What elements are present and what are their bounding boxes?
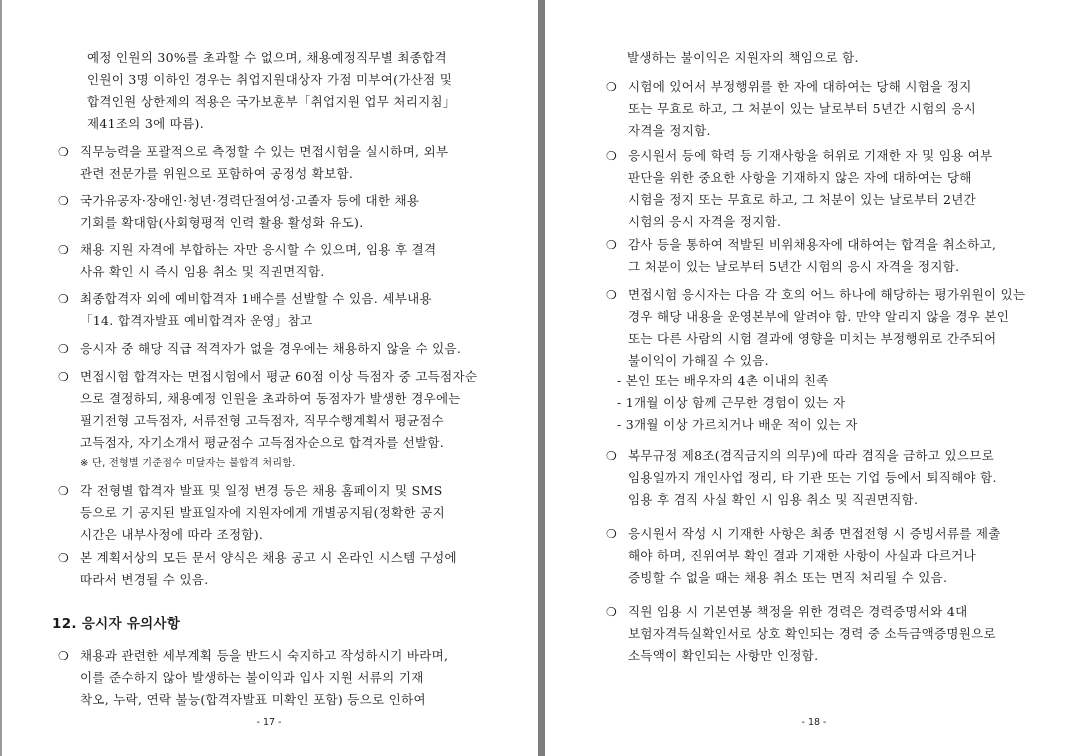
text-line: 따라서 변경될 수 있음. [80,572,209,587]
text-line: 면접시험 응시자는 다음 각 호의 어느 하나에 해당하는 평가위원이 있는 [628,287,1026,302]
text-line: 시간은 내부사정에 따라 조정함). [80,527,264,542]
text-line: 본 계획서상의 모든 문서 양식은 채용 공고 시 온라인 시스템 구성에 [80,550,457,565]
circle-bullet-icon: ❍ [58,342,70,356]
text-line: 착오, 누락, 연락 불능(합격자발표 미확인 포함) 등으로 인하여 [80,692,426,707]
circle-bullet-icon: ❍ [58,484,70,498]
text-line: 「14. 합격자발표 예비합격자 운영」참고 [80,313,313,328]
text-line: 이를 준수하지 않아 발생하는 불이익과 입사 지원 서류의 기재 [80,670,424,685]
text-line: 직원 임용 시 기본연봉 책정을 위한 경력은 경력증명서와 4대 [628,604,968,619]
circle-bullet-icon: ❍ [58,649,70,663]
bullet-item [58,366,477,476]
circle-bullet-icon: ❍ [606,238,618,252]
page-number: - 18 - [801,717,827,728]
text-line: 불이익이 가해질 수 있음. [628,353,769,368]
bullet-item [58,190,419,234]
bullet-item [58,645,448,711]
text-line: 임용일까지 개인사업 정리, 타 기관 또는 기업 등에서 퇴직해야 함. [628,470,997,485]
text-line: 그 처분이 있는 날로부터 5년간 시험의 응시 자격을 정지함. [628,259,960,274]
text-line: 임용 후 겸직 사실 확인 시 임용 취소 및 직권면직함. [628,492,919,507]
footnote-text: ※ 단, 전형별 기준점수 미달자는 불합격 처리함. [80,458,296,469]
circle-bullet-icon: ❍ [606,288,618,302]
text-line: 감사 등을 통하여 적발된 비위채용자에 대하여는 합격을 취소하고, [628,237,997,252]
text-line: 보험자격득실확인서로 상호 확인되는 경력 중 소득금액증명원으로 [628,626,996,641]
bullet-item [606,284,1025,372]
text-line: 으로 결정하되, 채용예정 인원을 초과하여 동점자가 발생한 경우에는 [80,391,461,406]
text-line: 필기전형 고득점자, 서류전형 고득점자, 직무수행계획서 평균점수 [80,413,445,428]
text-line: 각 전형별 합격자 발표 및 일정 변경 등은 채용 홈페이지 및 SMS [80,483,443,498]
bullet-item [58,338,461,360]
circle-bullet-icon: ❍ [606,527,618,541]
bullet-item [606,601,996,667]
text-line: 해야 하며, 진위여부 확인 결과 기재한 사항이 사실과 다르거나 [628,548,976,563]
text-line: 시험의 응시 자격을 정지함. [628,214,782,229]
circle-bullet-icon: ❍ [58,370,70,384]
bullet-item [58,480,445,546]
bullet-item [606,234,996,278]
text-line: 판단을 위한 중요한 사항을 기재하지 않은 자에 대하여는 당해 [628,170,972,185]
circle-bullet-icon: ❍ [606,449,618,463]
text-line: 제41조의 3에 따름). [87,116,205,131]
continued-paragraph [627,47,859,69]
text-line: 국가유공자·장애인·청년·경력단절여성·고졸자 등에 대한 채용 [80,193,420,208]
dash-list [617,370,858,436]
bullet-item [606,523,1001,589]
circle-bullet-icon: ❍ [58,292,70,306]
bullet-item [606,76,976,142]
text-line: 고득점자, 자기소개서 평균점수 고득점자순으로 합격자를 선발함. [80,435,445,450]
text-line: 또는 다른 사람의 시험 결과에 영향을 미치는 부정행위로 간주되어 [628,331,997,346]
text-line: 경우 해당 내용을 운영본부에 알려야 함. 만약 알리지 않을 경우 본인 [628,309,1010,324]
continued-paragraph [87,47,456,135]
text-line: 복무규정 제8조(겸직금지의 의무)에 따라 겸직을 금하고 있으므로 [628,448,994,463]
dash-item: - 3개월 이상 가르치거나 배운 적이 있는 자 [617,417,858,432]
section-heading: 12. 응시자 유의사항 [52,616,181,632]
circle-bullet-icon: ❍ [58,145,70,159]
text-line: 채용과 관련한 세부계획 등을 반드시 숙지하고 작성하시기 바라며, [80,648,449,663]
bullet-item [58,288,432,332]
circle-bullet-icon: ❍ [58,194,70,208]
text-line: 사유 확인 시 즉시 임용 취소 및 직권면직함. [80,264,325,279]
text-line: 등으로 기 공지된 발표일자에 지원자에게 개별공지됨(정확한 공지 [80,505,445,520]
text-line: 또는 무효로 하고, 그 처분이 있는 날로부터 5년간 시험의 응시 [628,101,976,116]
text-line: 시험을 정지 또는 무효로 하고, 그 처분이 있는 날로부터 2년간 [628,192,976,207]
text-line: 소득액이 확인되는 사항만 인정함. [628,648,819,663]
bullet-item [58,141,448,185]
bullet-item [58,547,457,591]
dash-item: - 본인 또는 배우자의 4촌 이내의 친족 [617,373,829,388]
text-line: 시험에 있어서 부정행위를 한 자에 대하여는 당해 시험을 정지 [628,79,972,94]
text-line: 자격을 정지함. [628,123,711,138]
circle-bullet-icon: ❍ [606,605,618,619]
text-line: 채용 지원 자격에 부합하는 자만 응시할 수 있으며, 임용 후 결격 [80,242,437,257]
page-number: - 17 - [256,717,282,728]
text-line: 응시원서 등에 학력 등 기재사항을 허위로 기재한 자 및 임용 여부 [628,148,993,163]
circle-bullet-icon: ❍ [58,243,70,257]
bullet-item [606,145,993,233]
bullet-item [58,239,436,283]
text-line: 직무능력을 포괄적으로 측정할 수 있는 면접시험을 실시하며, 외부 [80,144,449,159]
text-line: 최종합격자 외에 예비합격자 1배수를 선발할 수 있음. 세부내용 [80,291,432,306]
text-line: 합격인원 상한제의 적용은 국가보훈부「취업지원 업무 처리지침」 [87,94,456,109]
circle-bullet-icon: ❍ [606,80,618,94]
text-line: 증빙할 수 없을 때는 채용 취소 또는 면직 처리될 수 있음. [628,570,948,585]
text-line: 응시자 중 해당 직급 적격자가 없을 경우에는 채용하지 않을 수 있음. [80,341,462,356]
text-line: 응시원서 작성 시 기재한 사항은 최종 면접전형 시 증빙서류를 제출 [628,526,1001,541]
circle-bullet-icon: ❍ [606,149,618,163]
text-line: 예정 인원의 30%를 초과할 수 없으며, 채용예정직무별 최종합격 [87,50,447,65]
bullet-item [606,445,997,511]
text-line: 인원이 3명 이하인 경우는 취업지원대상자 가점 미부여(가산점 및 [87,72,453,87]
text-line: 관련 전문가를 위원으로 포함하여 공정성 확보함. [80,166,354,181]
page-17 [0,0,538,756]
circle-bullet-icon: ❍ [58,551,70,565]
text-line: 기회를 확대함(사회형평적 인력 활용 활성화 유도). [80,215,364,230]
page-18 [545,0,1083,756]
dash-item: - 1개월 이상 함께 근무한 경험이 있는 자 [617,395,846,410]
text-line: 발생하는 불이익은 지원자의 책임으로 함. [627,50,859,65]
text-line: 면접시험 합격자는 면접시험에서 평균 60점 이상 득점자 중 고득점자순 [80,369,478,384]
